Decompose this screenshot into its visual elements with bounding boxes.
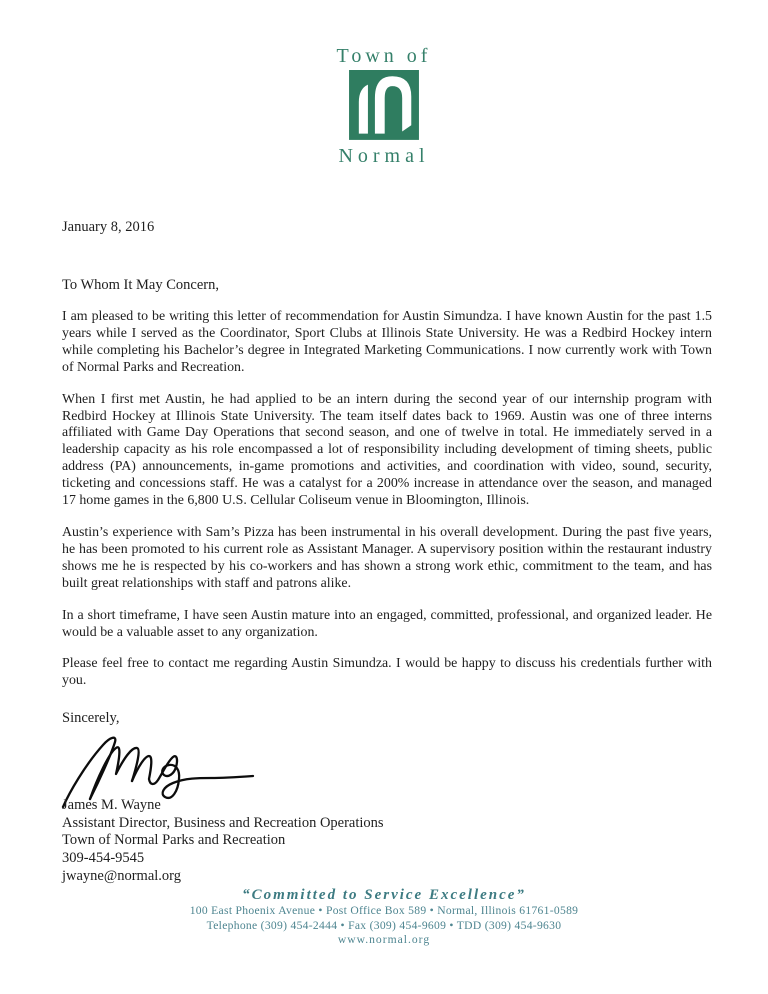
signer-organization: Town of Normal Parks and Recreation bbox=[62, 832, 286, 849]
footer-motto: “Committed to Service Excellence” bbox=[242, 887, 526, 903]
town-of-normal-arch-logo-icon bbox=[349, 70, 419, 142]
letterhead-footer bbox=[0, 886, 768, 948]
signer-name: James M. Wayne bbox=[62, 797, 161, 814]
paragraph-2: When I first met Austin, he had applied to be an intern during the second year of our internship program with Redbird Hockey at Illinois State University. The team itself dates back to 1969. Austin was one of three interns affiliated with Game Day Operations that second season, and one of twelve in total. He immediately served in a leadership capacity as his role encompassed a lot of responsibility including development of timing sheets, public address (PA) announcements, in-game promotions and activities, and coordination with video, sound, security, ticketing and concessions staff. He was a catalyst for a 200% increase in attendance over the season, and managed 17 home games in the 6,800 U.S. Cellular Coliseum venue in Bloomington, Illinois. bbox=[62, 391, 712, 509]
letterhead bbox=[0, 0, 768, 168]
signer-phone: 309-454-9545 bbox=[62, 850, 145, 866]
letter-body bbox=[0, 218, 768, 885]
footer-address-line: 100 East Phoenix Avenue • Post Office Box 589 • Normal, Illinois 61761-0589 bbox=[189, 904, 579, 917]
footer-website: www.normal.org bbox=[337, 933, 431, 946]
footer-contact-line: Telephone (309) 454-2444 • Fax (309) 454-9609 • TDD (309) 454-9630 bbox=[206, 918, 562, 932]
signer-email: jwayne@normal.org bbox=[62, 867, 181, 884]
letterhead-town-of-text: Town of bbox=[336, 45, 432, 67]
paragraph-1: I am pleased to be writing this letter of recommendation for Austin Simundza. I have known Austin for the past 1.5 years while I served as the Coordinator, Sport Clubs at Illinois State University. He was a Redbird Hockey intern while completing his Bachelor’s degree in Integrated Marketing Communications. I now currently work with Town of Normal Parks and Recreation. bbox=[62, 309, 712, 375]
letter-date: January 8, 2016 bbox=[62, 219, 155, 235]
paragraph-3: Austin’s experience with Sam’s Pizza has been instrumental in his overall development. During the past five years, he has been promoted to his current role as Assistant Manager. A supervisory position within the restaurant industry shows me he is respected by his co-workers and has shown a strong work ethic, commitment to the team, and has built great relationships with staff and patrons alike. bbox=[62, 524, 712, 591]
letterhead-normal-text: Normal bbox=[338, 145, 430, 167]
paragraph-5: Please feel free to contact me regarding Austin Simundza. I would be happy to discuss his credentials further with you. bbox=[62, 656, 712, 689]
closing-sincerely: Sincerely, bbox=[62, 710, 120, 727]
salutation: To Whom It May Concern, bbox=[62, 277, 219, 293]
paragraph-4: In a short timeframe, I have seen Austin mature into an engaged, committed, professional, and organized leader. He would be a valuable asset to any organization. bbox=[62, 607, 712, 640]
signature-block bbox=[62, 797, 712, 885]
signer-title: Assistant Director, Business and Recreation Operations bbox=[62, 814, 384, 831]
